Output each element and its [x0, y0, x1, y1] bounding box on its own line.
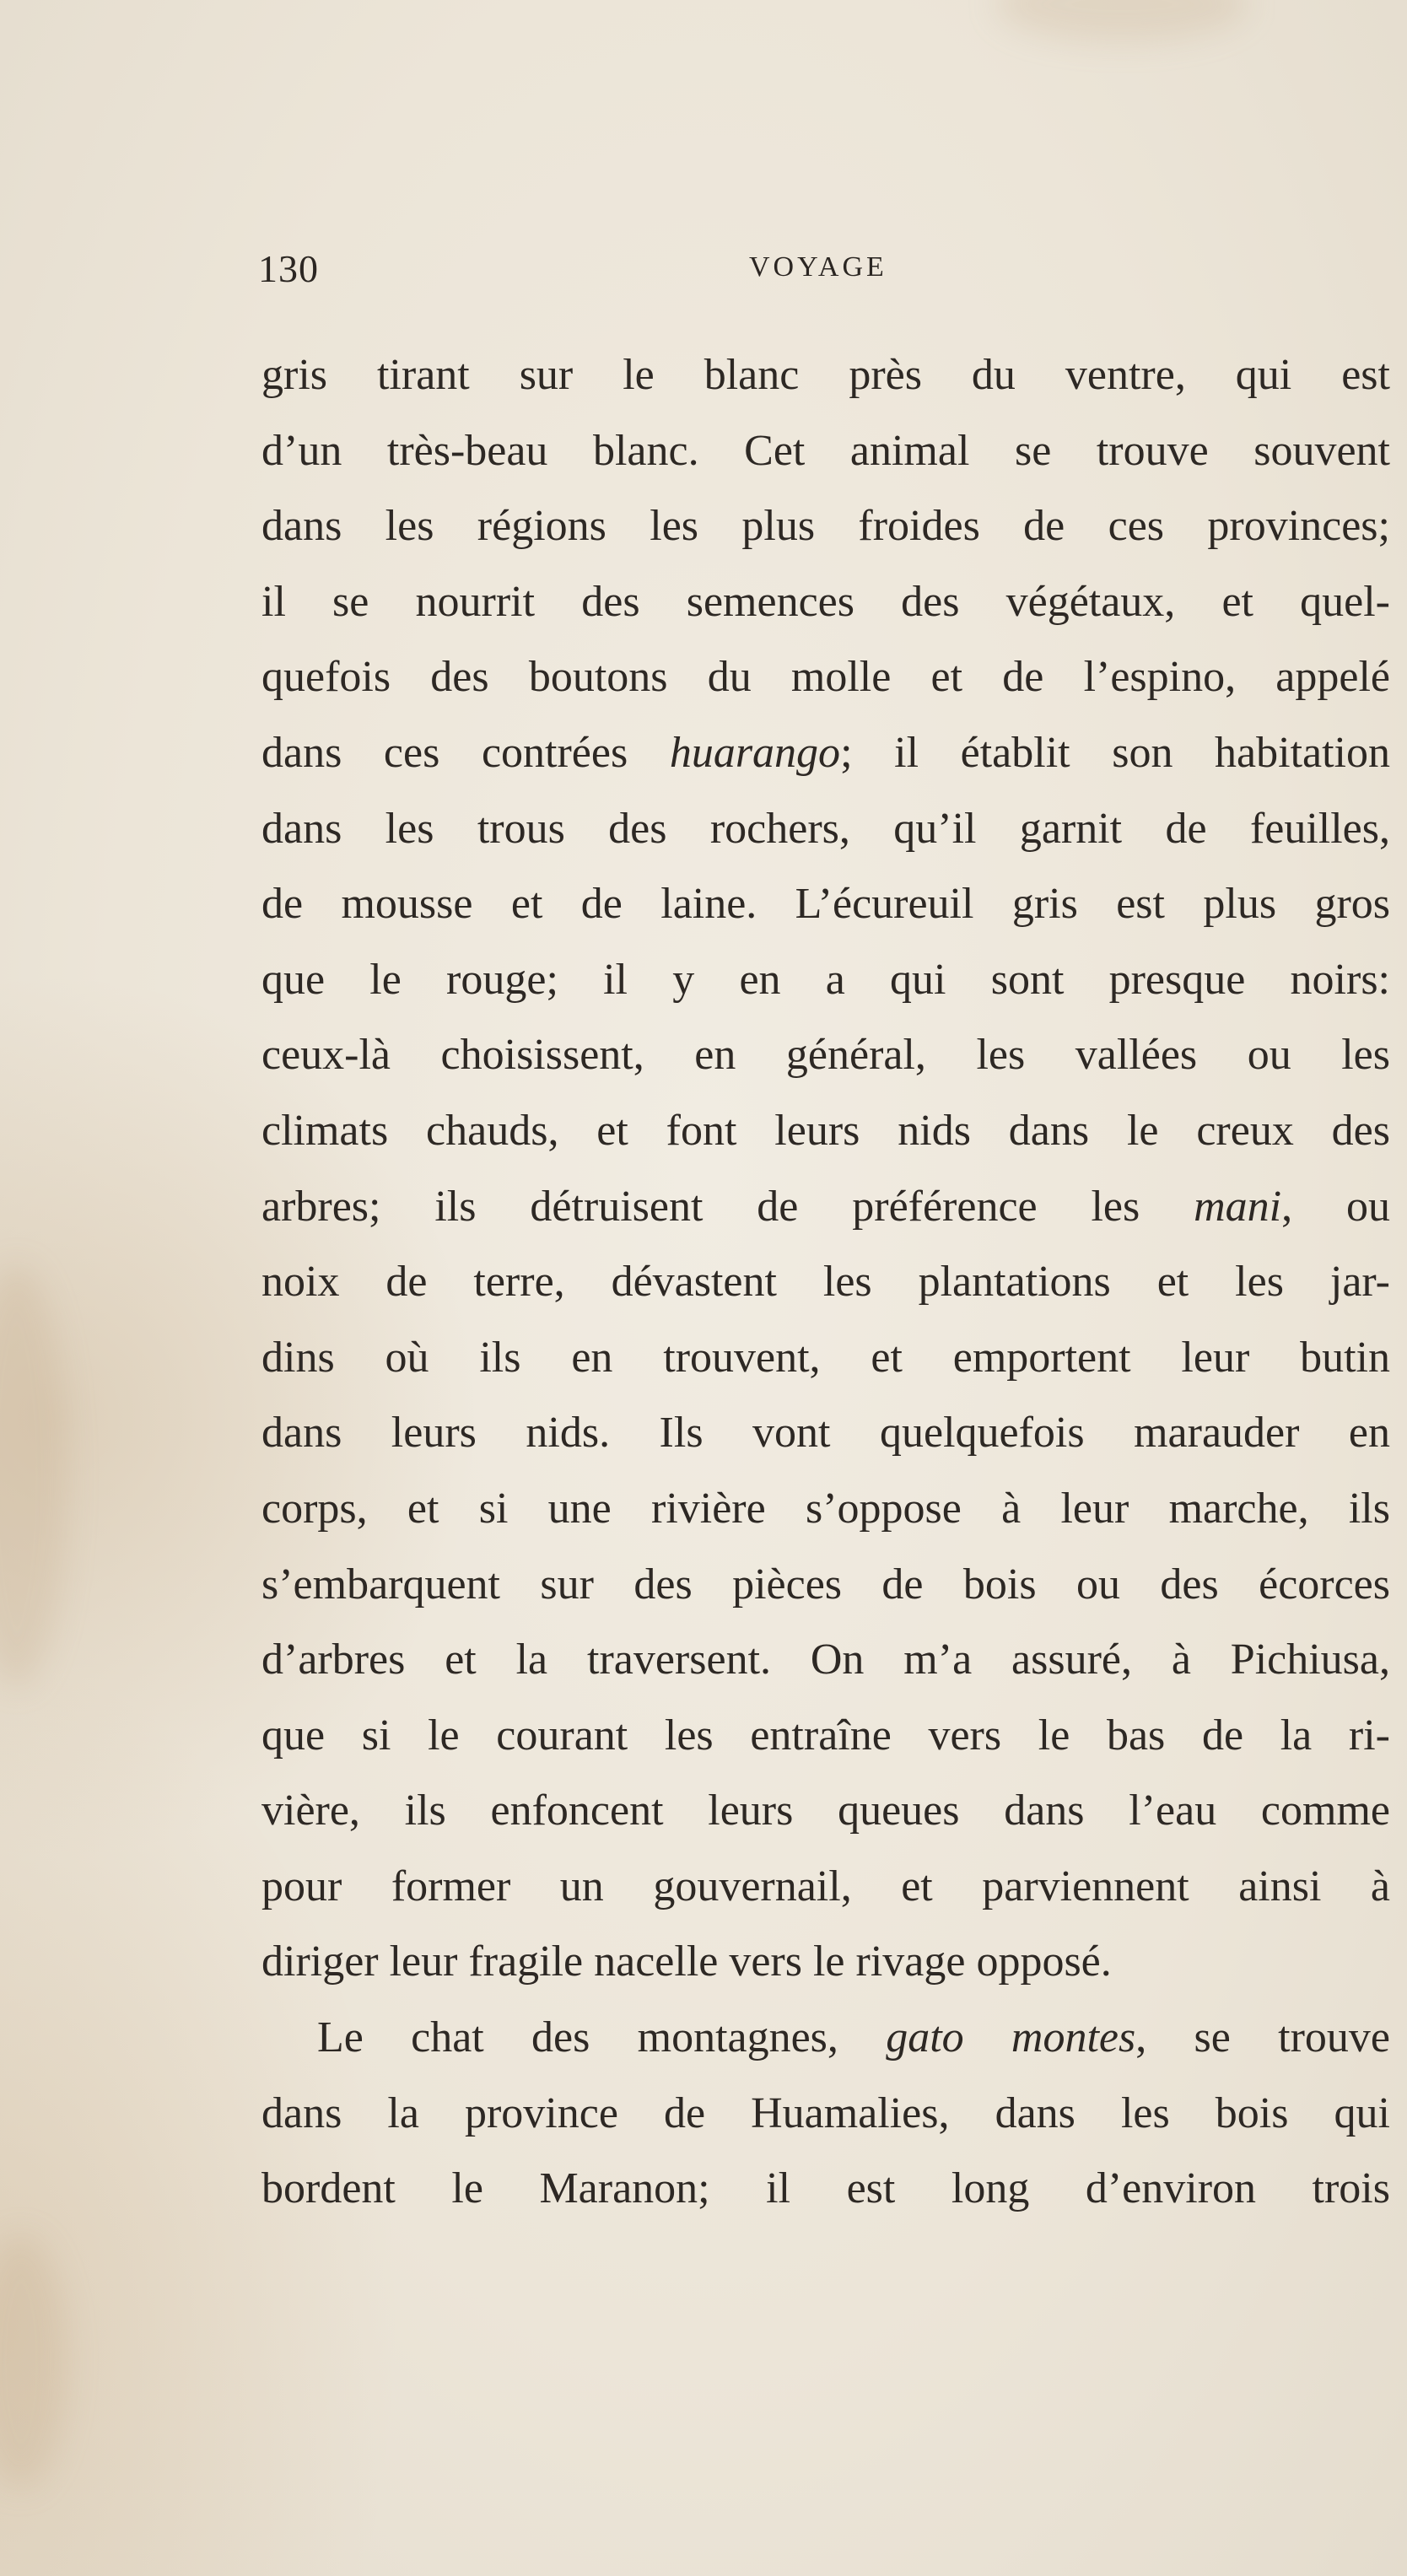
text-line [261, 1017, 1390, 1093]
text-segment: diriger leur fragile nacelle vers le rivage opposé. [261, 1937, 1112, 1986]
text-line [261, 1924, 1390, 2000]
text-segment: gris tirant sur le blanc près du ventre, qui est [261, 351, 1390, 399]
text-segment: climats chauds, et font leurs nids dans le creux des [261, 1106, 1390, 1155]
text-segment: , se trouve [1135, 2013, 1390, 2062]
text-segment: ceux-là choisissent, en général, les vallées ou les [261, 1031, 1390, 1080]
text-segment: s’embarquent sur des pièces de bois ou des écorces [261, 1560, 1390, 1609]
text-segment: il se nourrit des semences des végétaux, et quel- [261, 577, 1390, 626]
text-line [261, 564, 1390, 640]
paper-stain [0, 2235, 67, 2488]
text-segment: dins où ils en trouvent, et emportent leur butin [261, 1333, 1390, 1382]
text-segment: de mousse et de laine. L’écureuil gris est plus gros [261, 880, 1390, 929]
text-segment: pour former un gouvernail, et parviennent ainsi à [261, 1862, 1390, 1910]
italic-term: huarango [669, 728, 841, 777]
text-segment: que si le courant les entraîne vers le bas de la ri- [261, 1711, 1390, 1760]
text-line [261, 791, 1390, 867]
text-line [261, 1395, 1390, 1471]
running-title: VOYAGE [749, 251, 887, 283]
body-text [261, 337, 1390, 2227]
text-segment: ; il établit son habitation [840, 728, 1391, 777]
text-segment: que le rouge; il y en a qui sont presque noirs: [261, 955, 1390, 1004]
text-line [261, 866, 1390, 942]
paper-stain [0, 1265, 67, 1687]
text-segment: bordent le Maranon; il est long d’environ trois [261, 2164, 1390, 2213]
running-head [258, 246, 1388, 297]
text-line [261, 1093, 1390, 1169]
text-segment: dans leurs nids. Ils vont quelquefois marauder en [261, 1409, 1390, 1458]
text-line [261, 1849, 1390, 1925]
text-segment: dans les régions les plus froides de ces provinces; [261, 502, 1390, 551]
text-line [261, 2076, 1390, 2152]
text-line [261, 1244, 1390, 1320]
text-line [261, 337, 1390, 413]
text-line [261, 639, 1390, 715]
text-segment: dans ces contrées [261, 728, 670, 777]
text-segment: dans les trous des rochers, qu’il garnit de feuilles, [261, 804, 1390, 853]
text-segment: d’un très-beau blanc. Cet animal se trouve souvent [261, 426, 1390, 475]
text-line [261, 1471, 1390, 1547]
italic-term: gato montes [886, 2013, 1136, 2062]
page-number: 130 [258, 247, 319, 290]
text-line [261, 715, 1390, 791]
text-line [261, 488, 1390, 564]
text-segment: Le chat des montagnes, [317, 2013, 887, 2062]
text-segment: noix de terre, dévastent les plantations et les jar- [261, 1258, 1390, 1307]
text-line [261, 413, 1390, 489]
text-line [261, 942, 1390, 1018]
text-line [261, 1698, 1390, 1774]
text-segment: arbres; ils détruisent de préférence les [261, 1182, 1194, 1231]
paper-stain [995, 0, 1248, 42]
text-line [261, 1169, 1390, 1245]
text-line [261, 1320, 1390, 1396]
text-segment: quefois des boutons du molle et de l’espino, appelé [261, 653, 1390, 702]
italic-term: mani [1194, 1182, 1282, 1231]
text-line [261, 2151, 1390, 2227]
text-segment: dans la province de Huamalies, dans les bois qui [261, 2088, 1390, 2137]
text-segment: d’arbres et la traversent. On m’a assuré, à Pichiusa, [261, 1636, 1390, 1684]
text-line [261, 2000, 1390, 2076]
text-line [261, 1773, 1390, 1849]
text-segment: vière, ils enfoncent leurs queues dans l’eau comme [261, 1786, 1390, 1835]
text-line [261, 1622, 1390, 1698]
text-line [261, 1547, 1390, 1623]
text-segment: corps, et si une rivière s’oppose à leur marche, ils [261, 1484, 1390, 1533]
text-segment: , ou [1281, 1182, 1391, 1231]
